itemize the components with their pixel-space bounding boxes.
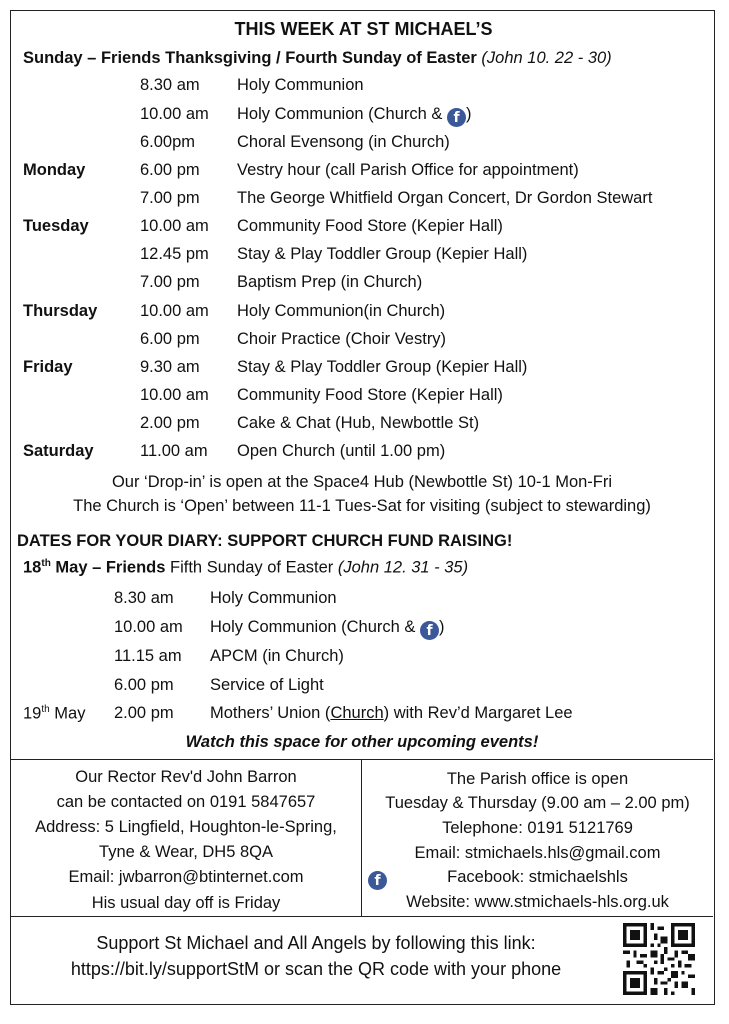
sunday-heading-text: Sunday – Friends Thanksgiving / Fourth Sunday of Easter: [23, 49, 477, 67]
office-line: Facebook: stmichaelshls: [447, 868, 628, 886]
schedule-event: Cake & Chat (Hub, Newbottle St): [237, 414, 480, 432]
may19-date: [23, 704, 85, 724]
schedule-time: 6.00 pm: [140, 330, 200, 348]
diary-event: Service of Light: [210, 676, 324, 694]
schedule-event: Community Food Store (Kepier Hall): [237, 386, 503, 404]
schedule-time: 6.00 pm: [140, 161, 200, 179]
office-line: Website: www.stmichaels-hls.org.uk: [406, 893, 669, 911]
may19-month: May: [49, 704, 86, 723]
schedule-event: Stay & Play Toddler Group (Kepier Hall): [237, 358, 528, 376]
newsletter-frame: [10, 10, 715, 1005]
may19-day: 19: [23, 704, 42, 723]
diary-time: 8.30 am: [114, 589, 174, 607]
rector-line: can be contacted on 0191 5847657: [56, 793, 316, 811]
schedule-event: Open Church (until 1.00 pm): [237, 442, 446, 460]
diary-event-row: [210, 618, 445, 640]
watch-line: Watch this space for other upcoming events!: [185, 733, 539, 751]
may18-reading: (John 12. 31 - 35): [337, 558, 469, 577]
schedule-time: 2.00 pm: [140, 414, 200, 432]
schedule-day: Monday: [23, 161, 86, 179]
schedule-day: Saturday: [23, 442, 94, 460]
schedule-time: 10.00 am: [140, 105, 209, 123]
office-line: Telephone: 0191 5121769: [442, 819, 633, 837]
schedule-event: Holy Communion (Church &: [237, 105, 443, 123]
schedule-event: The George Whitfield Organ Concert, Dr Gordon Stewart: [237, 189, 653, 207]
sunday-heading: [23, 49, 612, 68]
schedule-event-row: [237, 105, 472, 127]
schedule-event: Baptism Prep (in Church): [237, 273, 423, 291]
diary-event: [210, 704, 573, 723]
may18-title: May – Friends: [50, 558, 166, 577]
rector-line: Address: 5 Lingfield, Houghton-le-Spring,: [35, 818, 337, 836]
schedule-event: Choir Practice (Choir Vestry): [237, 330, 447, 348]
schedule-time: 12.45 pm: [140, 245, 209, 263]
qr-code-icon[interactable]: [623, 923, 695, 995]
schedule-time: 10.00 am: [140, 217, 209, 235]
schedule-event: Holy Communion: [237, 76, 364, 94]
diary-time: 2.00 pm: [114, 704, 174, 722]
schedule-time: 6.00pm: [140, 133, 196, 151]
support-link-line[interactable]: https://bit.ly/supportStM or scan the QR code with your phone: [70, 959, 562, 979]
schedule-time: 7.00 pm: [140, 189, 200, 207]
office-line: Tuesday & Thursday (9.00 am – 2.00 pm): [385, 794, 690, 812]
sunday-reading: (John 10. 22 - 30): [481, 49, 612, 67]
schedule-time: 10.00 am: [140, 386, 209, 404]
schedule-day: Thursday: [23, 302, 98, 320]
support-line: Support St Michael and All Angels by following this link:: [96, 933, 536, 953]
page-title: THIS WEEK AT ST MICHAEL’S: [234, 19, 493, 39]
may19-event-post: ) with Rev’d Margaret Lee: [383, 704, 573, 722]
diary-event: APCM (in Church): [210, 647, 344, 665]
divider: [11, 759, 713, 760]
schedule-time: 11.00 am: [140, 442, 208, 460]
may19-suffix: th: [41, 704, 50, 715]
schedule-day: Friday: [23, 358, 73, 376]
rector-line: His usual day off is Friday: [91, 894, 281, 912]
diary-event-end: ): [439, 618, 445, 636]
diary-heading: DATES FOR YOUR DIARY: SUPPORT CHURCH FUND RAISING!: [17, 532, 513, 550]
schedule-time: 7.00 pm: [140, 273, 200, 291]
schedule-event: Vestry hour (call Parish Office for appointment): [237, 161, 579, 179]
office-line: Email: stmichaels.hls@gmail.com: [414, 844, 661, 862]
schedule-day: Tuesday: [23, 217, 89, 235]
office-line: The Parish office is open: [446, 770, 629, 788]
facebook-icon: f: [368, 869, 387, 890]
facebook-icon: f: [447, 108, 466, 127]
rector-line: Our Rector Rev'd John Barron: [75, 768, 297, 786]
schedule-event: Holy Communion(in Church): [237, 302, 446, 320]
may18-day: 18: [23, 558, 42, 577]
diary-time: 11.15 am: [114, 647, 182, 665]
open-church-line: The Church is ‘Open’ between 11-1 Tues-Sat for visiting (subject to stewarding): [73, 497, 651, 515]
rector-line: Tyne & Wear, DH5 8QA: [99, 843, 273, 861]
schedule-time: 9.30 am: [140, 358, 200, 376]
schedule-event: Stay & Play Toddler Group (Kepier Hall): [237, 245, 528, 263]
schedule-event: Choral Evensong (in Church): [237, 133, 450, 151]
may18-subtitle: Fifth Sunday of Easter: [165, 558, 338, 577]
may18-heading: [23, 558, 468, 578]
may18-suffix: th: [41, 558, 51, 569]
church-link[interactable]: Church: [330, 704, 384, 722]
schedule-time: 8.30 am: [140, 76, 200, 94]
divider: [11, 916, 713, 917]
diary-time: 10.00 am: [114, 618, 183, 636]
rector-line: Email: jwbarron@btinternet.com: [68, 868, 304, 886]
schedule-time: 10.00 am: [140, 302, 209, 320]
schedule-event: Community Food Store (Kepier Hall): [237, 217, 503, 235]
dropin-line: Our ‘Drop-in’ is open at the Space4 Hub (Newbottle St) 10-1 Mon-Fri: [111, 473, 613, 491]
diary-time: 6.00 pm: [114, 676, 174, 694]
schedule-event-end: ): [466, 105, 472, 123]
diary-event: Holy Communion (Church &: [210, 618, 416, 636]
may19-event-pre: Mothers’ Union (: [210, 704, 331, 722]
diary-event: Holy Communion: [210, 589, 337, 607]
facebook-icon: f: [420, 621, 439, 640]
